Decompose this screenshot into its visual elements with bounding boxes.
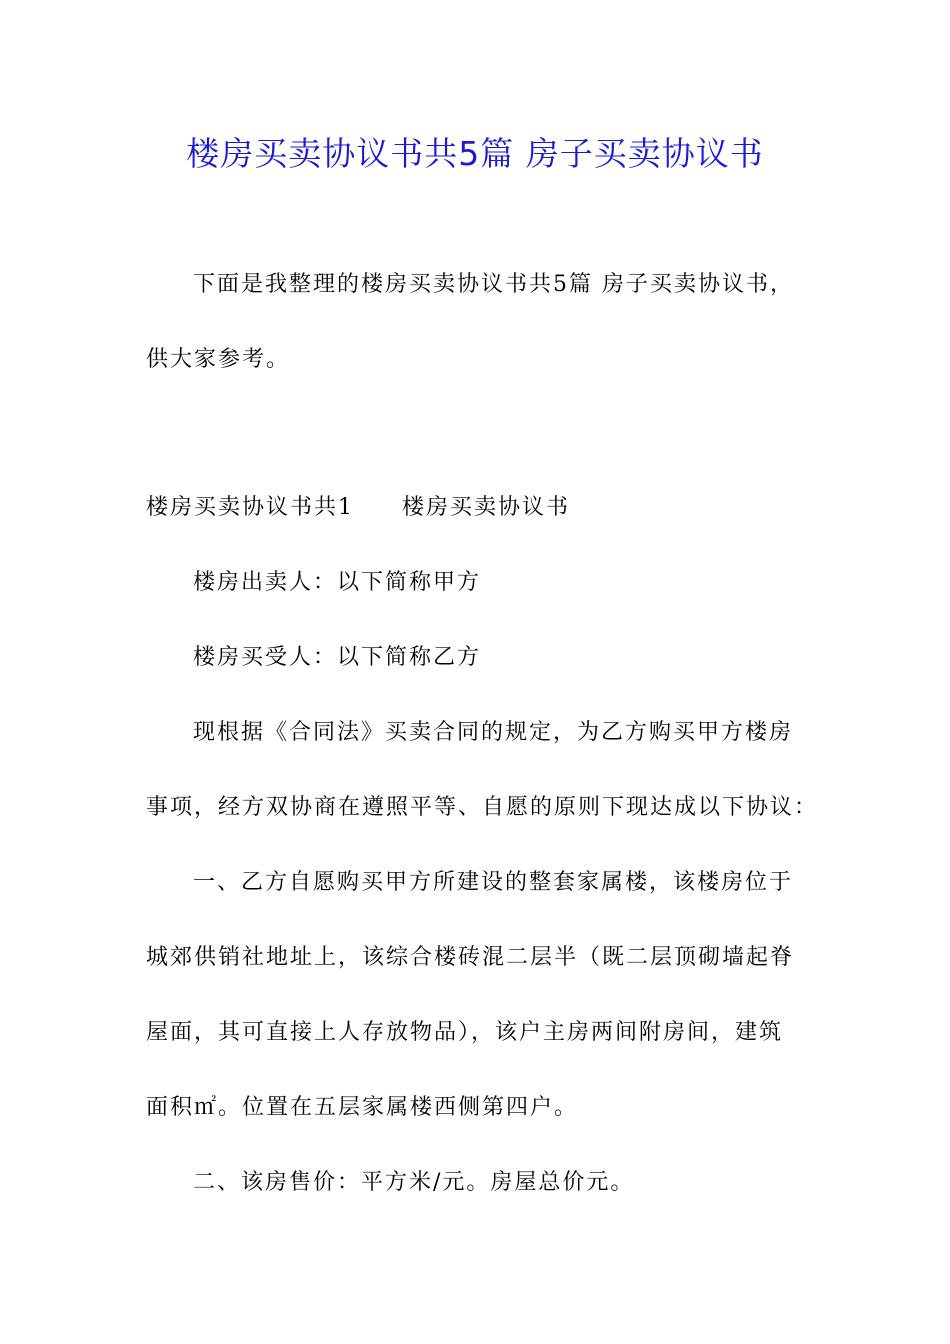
seller-line: 楼房出卖人：以下简称甲方 bbox=[193, 570, 482, 595]
intro-line-1: 下面是我整理的楼房买卖协议书共5篇 房子买卖协议书， bbox=[193, 272, 794, 297]
page-title: 楼房买卖协议书共5篇 房子买卖协议书 bbox=[186, 134, 764, 173]
clause-1-line-3: 屋面，其可直接上人存放物品），该户主房两间附房间，建筑 bbox=[146, 1020, 784, 1045]
section-heading: 楼房买卖协议书共1 楼房买卖协议书 bbox=[146, 495, 570, 520]
clause-1-line-4: 面积㎡。位置在五层家属楼西侧第四户。 bbox=[146, 1095, 579, 1120]
clause-1-line-1: 一、乙方自愿购买甲方所建设的整套家属楼，该楼房位于 bbox=[193, 870, 794, 895]
clause-2-line: 二、该房售价：平方米/元。房屋总价元。 bbox=[193, 1170, 635, 1195]
intro-line-2: 供大家参考。 bbox=[146, 347, 291, 372]
clause-1-line-2: 城郊供销社地址上，该综合楼砖混二层半（既二层顶砌墙起脊 bbox=[146, 945, 795, 970]
paragraph-1-line-1: 现根据《合同法》买卖合同的规定，为乙方购买甲方楼房 bbox=[193, 720, 794, 745]
paragraph-1-line-2: 事项，经方双协商在遵照平等、自愿的原则下现达成以下协议： bbox=[146, 795, 819, 820]
buyer-line: 楼房买受人：以下简称乙方 bbox=[193, 645, 482, 670]
